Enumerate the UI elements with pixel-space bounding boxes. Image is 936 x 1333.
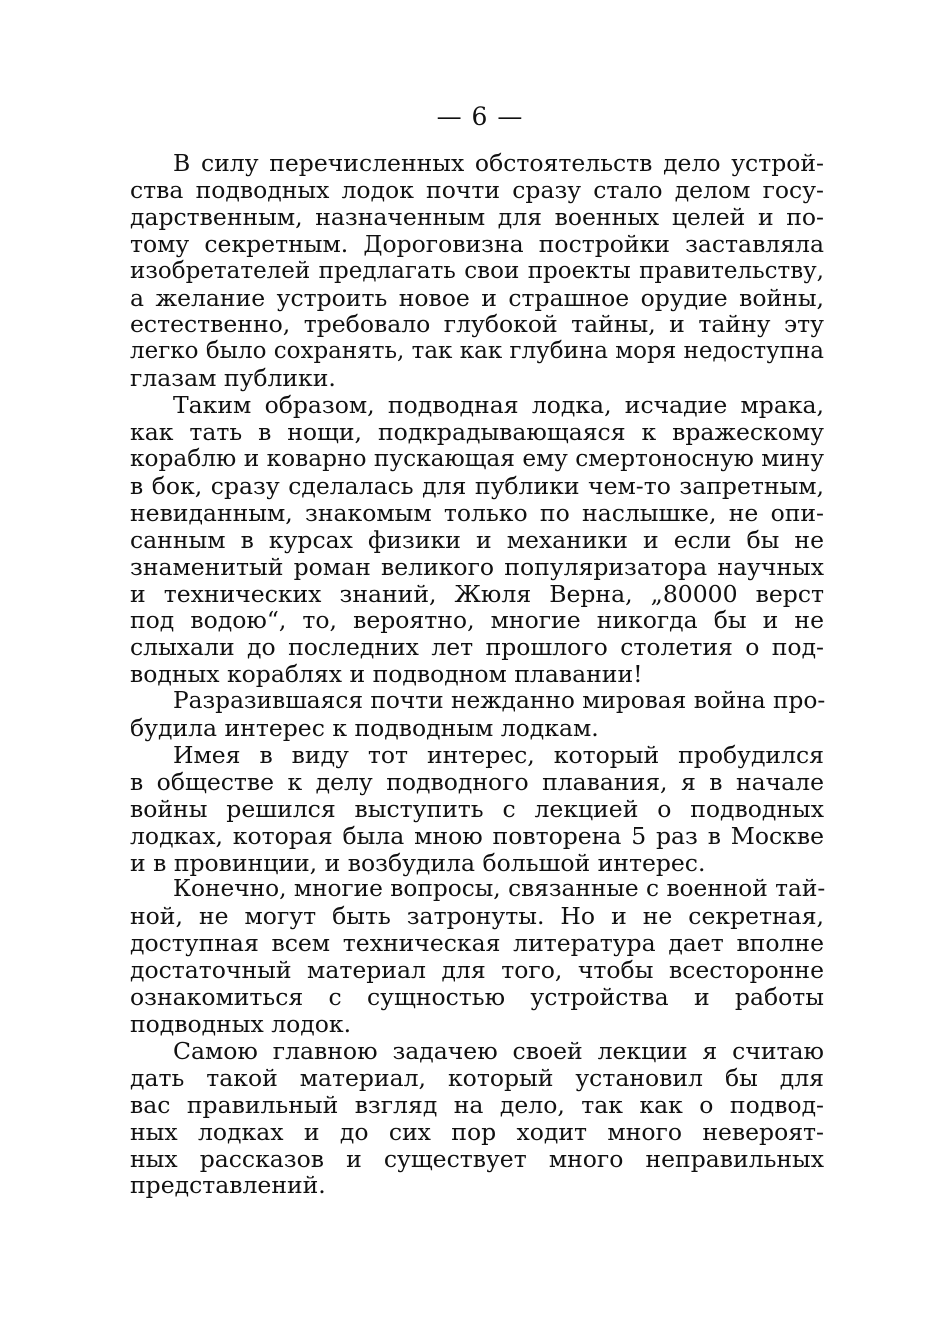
page-number: — 6 — xyxy=(436,102,524,131)
text-line: Разразившаяся почти нежданно мировая война про- xyxy=(173,687,826,715)
text-line: Самою главною задачею своей лекции я считаю xyxy=(173,1036,824,1065)
text-line: а желание устроить новое и страшное орудие войны, xyxy=(130,283,824,312)
text-line: как тать в нощи, подкрадывающаяся к вражескому xyxy=(130,418,824,447)
text-line: дарственным, назначенным для военных целей и по- xyxy=(130,202,824,231)
body-text xyxy=(130,150,824,1199)
text-line: вас правильный взгляд на дело, так как о подвод- xyxy=(130,1090,824,1119)
text-line: подводных лодок. xyxy=(130,1010,352,1038)
text-line: ных лодках и до сих пор ходит много невероят- xyxy=(130,1117,824,1146)
text-line: ства подводных лодок почти сразу стало делом госу- xyxy=(130,175,824,204)
text-line: ознакомиться с сущностью устройства и работы xyxy=(130,983,824,1012)
text-line: знаменитый роман великого популяризатора научных xyxy=(130,552,824,581)
text-line: лодках, которая была мною повторена 5 раз в Москве xyxy=(130,821,824,850)
text-line: естественно, требовало глубокой тайны, и тайну эту xyxy=(130,310,824,339)
paragraph xyxy=(130,688,824,742)
text-line: изобретателей предлагать свои проекты правительству, xyxy=(130,257,824,284)
text-line: В силу перечисленных обстоятельств дело устрой- xyxy=(173,149,824,177)
paragraph xyxy=(130,742,824,877)
text-line: Конечно, многие вопросы, связанные с военной тай- xyxy=(173,875,826,903)
text-line: будила интерес к подводным лодкам. xyxy=(130,714,599,743)
text-line: представлений. xyxy=(130,1171,326,1200)
text-line: глазам публики. xyxy=(130,364,336,393)
text-line: в бок, сразу сделалась для публики чем-то запретным, xyxy=(130,471,824,500)
text-line: под водою“, то, вероятно, многие никогда бы и не xyxy=(130,606,824,635)
text-line: дать такой материал, который установил бы для xyxy=(130,1063,824,1092)
text-line: ной, не могут быть затронуты. Но и не секретная, xyxy=(130,902,824,931)
text-line: и технических знаний, Жюля Верна, „80000 верст xyxy=(130,579,824,608)
text-line: ных рассказов и существует много неправильных xyxy=(130,1144,824,1173)
paragraph xyxy=(130,1038,824,1199)
text-line: невиданным, знакомым только по наслышке, не опи- xyxy=(130,498,824,527)
text-line: Имея в виду тот интерес, который пробудился xyxy=(173,740,824,769)
paragraph xyxy=(130,392,824,688)
text-line: и в провинции, и возбудила большой интерес. xyxy=(130,848,706,877)
text-line: легко было сохранять, так как глубина моря недоступна xyxy=(130,338,824,365)
text-line: слыхали до последних лет прошлого столетия о под- xyxy=(130,633,824,662)
text-line: в обществе к делу подводного плавания, я в начале xyxy=(130,767,824,796)
paragraph xyxy=(130,876,824,1037)
text-line: войны решился выступить с лекцией о подводных xyxy=(130,794,824,823)
text-line: Таким образом, подводная лодка, исчадие мрака, xyxy=(173,391,824,420)
text-line: водных кораблях и подводном плавании! xyxy=(130,660,643,689)
text-line: кораблю и коварно пускающая ему смертоносную мину xyxy=(130,444,824,472)
text-line: достаточный материал для того, чтобы всесторонне xyxy=(130,956,824,985)
paragraph xyxy=(130,150,824,392)
text-line: санным в курсах физики и механики и если бы не xyxy=(130,525,824,554)
text-line: доступная всем техническая литература дает вполне xyxy=(130,929,824,958)
text-line: тому секретным. Дороговизна постройки заставляла xyxy=(130,229,824,258)
